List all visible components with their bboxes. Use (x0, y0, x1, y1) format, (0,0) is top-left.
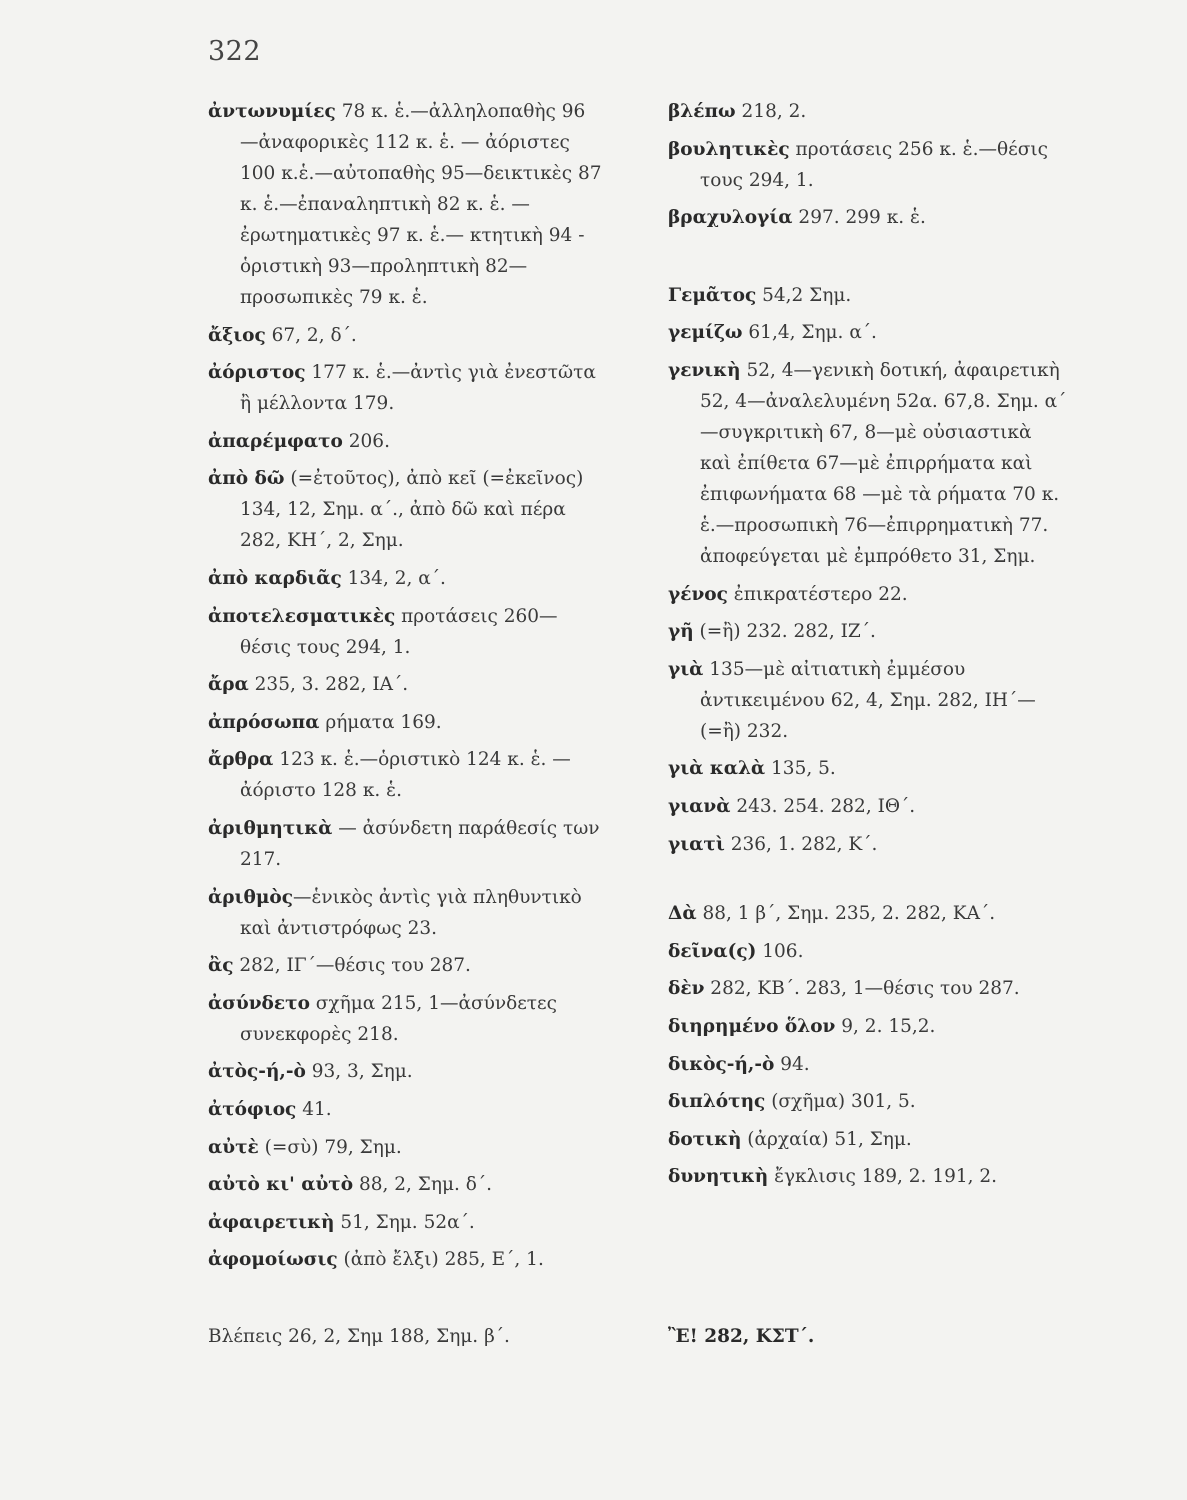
entry-refs: 54,2 Σημ. (756, 284, 852, 306)
entry-refs: ρήματα 169. (319, 711, 442, 733)
entry-refs: — ἀσύνδετη παράθεσίς των 217. (240, 817, 600, 870)
entry-headword: δυνητικὴ (668, 1166, 769, 1188)
entry-refs: 51, Σημ. 52α΄. (334, 1211, 475, 1233)
entry-refs: 106. (756, 940, 804, 962)
index-entry (208, 357, 603, 419)
index-entry (668, 355, 1068, 572)
entry-headword: γιανὰ (668, 795, 731, 817)
entry-refs: 282, ΙΓ΄—θέσις του 287. (233, 955, 471, 977)
entry-headword: βουλητικὲς (668, 138, 790, 160)
entry-headword: ἄρθρα (208, 749, 274, 771)
index-entry (208, 882, 603, 944)
entry-refs: 235, 3. 282, ΙΑ΄. (248, 674, 409, 696)
index-entry (208, 707, 603, 738)
index-entry (668, 936, 1068, 967)
entry-headword: γῆ (668, 621, 694, 643)
entry-headword: ἀπαρέμφατο (208, 430, 343, 452)
entry-refs: (σχῆμα) 301, 5. (765, 1091, 916, 1113)
index-entry (208, 463, 603, 556)
index-entry (208, 1207, 603, 1238)
entry-headword: δοτικὴ (668, 1128, 742, 1150)
index-entry (208, 1094, 603, 1125)
entry-headword: ἂς (208, 955, 234, 977)
index-entry (208, 563, 603, 594)
entry-headword: ἀπὸ δῶ (208, 468, 285, 490)
entry-headword: ἀφαιρετικὴ (208, 1211, 335, 1233)
entry-headword: ἀντωνυμίες (208, 101, 336, 122)
entry-refs: 236, 1. 282, Κ΄. (724, 833, 878, 855)
entry-headword: γιὰ (668, 658, 704, 680)
entry-refs: προτάσεις 256 κ. ἑ.—θέσις τους 294, 1. (700, 138, 1048, 191)
entry-headword: ἀτόφιος (208, 1098, 297, 1120)
entry-headword: βλέπω (668, 101, 736, 122)
entry-refs: 78 κ. ἑ.—ἀλληλοπαθὴς 96—ἀναφορικὲς 112 κ. ἑ. — ἀόριστες 100 κ.ἑ.—αὐτοπαθὴς 95—δεικτικὲς 87 κ. ἑ.—ἐπαναληπτικὴ 82 κ. ἑ. — ἐρωτηματικὲς 97 κ. ἑ.— κτητικὴ 94 - ὁριστικὴ 93—προληπτικὴ 82—προσωπικὲς 79 κ. ἑ. (240, 101, 602, 308)
entry-headword: διηρημένο ὅλον (668, 1015, 836, 1037)
entry-headword: ἀόριστος (208, 362, 306, 384)
entry-refs: 93, 3, Σημ. (305, 1061, 413, 1083)
entry-headword: ἄξιος (208, 324, 266, 346)
entry-refs: (=ἐτοῦτος), ἀπὸ κεῖ (=ἐκεῖνος) 134, 12, Σημ. α΄., ἀπὸ δῶ καὶ πέρα 282, ΚΗ΄, 2, Σημ. (240, 468, 584, 552)
entry-headword: αὐτὸ κι' αὐτὸ (208, 1174, 354, 1196)
footer-cross-reference: Βλέπεις 26, 2, Σημ 188, Σημ. β΄. (208, 1326, 510, 1347)
footer-next-entry: Ἒ! 282, ΚΣΤ΄. (668, 1326, 815, 1347)
index-entry (668, 616, 1068, 647)
entry-headword: ἀπὸ καρδιᾶς (208, 567, 342, 589)
entry-headword: δικὸς-ή,-ὸ (668, 1053, 775, 1075)
entry-headword: διπλότης (668, 1091, 766, 1113)
entry-refs: ἔγκλισις 189, 2. 191, 2. (768, 1166, 998, 1188)
entry-refs: 61,4, Σημ. α΄. (742, 322, 877, 344)
entry-headword: ἀτὸς-ή,-ὸ (208, 1061, 306, 1083)
entry-refs: 135—μὲ αἰτιατικὴ ἐμμέσου ἀντικειμένου 62, 4, Σημ. 282, ΙΗ΄— (=ἢ) 232. (700, 658, 1036, 742)
entry-refs: 67, 2, δ΄. (265, 324, 357, 346)
index-entry (668, 317, 1068, 348)
entry-refs: 52, 4—γενικὴ δοτική, ἀφαιρετικὴ 52, 4—ἀναλελυμένη 52α. 67,8. Σημ. α΄—συγκριτικὴ 67, 8—μὲ οὐσιαστικὰ καὶ ἐπίθετα 67—μὲ ἐπιρρήματα καὶ ἐπιφωνήματα 68 —μὲ τὰ ρήματα 70 κ. ἑ.—προσωπικὴ 76—ἐπιρρηματικὴ 77. ἀποφεύγεται μὲ ἐμπρόθετο 31, Σημ. (700, 359, 1067, 567)
entry-headword: δεῖνα(ς) (668, 940, 757, 962)
index-entry (668, 1086, 1068, 1117)
index-entry (208, 744, 603, 806)
entry-refs: 88, 2, Σημ. δ΄. (353, 1174, 493, 1196)
entry-headword: αὐτὲ (208, 1136, 259, 1158)
index-entry (208, 950, 603, 981)
letter-section-spacer (668, 240, 1068, 280)
entry-refs: (ἀπὸ ἔλξι) 285, Ε΄, 1. (337, 1249, 544, 1271)
entry-headword: βραχυλογία (668, 207, 793, 229)
page-number: 322 (208, 36, 262, 67)
entry-headword: ἄρα (208, 674, 249, 696)
entry-refs: 41. (296, 1098, 332, 1120)
entry-refs: 177 κ. ἑ.—ἀντὶς γιὰ ἐνεστῶτα ἢ μέλλοντα 179. (240, 362, 596, 415)
index-entry (208, 988, 603, 1050)
index-entry (668, 654, 1068, 747)
index-entry (668, 791, 1068, 822)
index-entry (208, 1244, 603, 1275)
index-entry (208, 813, 603, 875)
entry-refs: 135, 5. (765, 758, 836, 780)
entry-refs: 94. (774, 1053, 810, 1075)
index-entry (668, 898, 1068, 929)
entry-headword: γεμίζω (668, 322, 743, 344)
entry-refs: 123 κ. ἑ.—ὁριστικὸ 124 κ. ἑ. —ἀόριστο 128 κ. ἑ. (240, 749, 571, 802)
index-entry (208, 1056, 603, 1087)
index-entry (208, 601, 603, 663)
index-entry (668, 1049, 1068, 1080)
letter-section-spacer (668, 866, 1068, 898)
entry-headword: ἀποτελεσματικὲς (208, 605, 396, 627)
entry-refs: (ἀρχαία) 51, Σημ. (741, 1128, 912, 1150)
entry-refs: 134, 2, α΄. (341, 567, 446, 589)
index-entry (668, 1124, 1068, 1155)
index-entry (208, 426, 603, 457)
index-entry (208, 1169, 603, 1200)
index-column-right (668, 96, 1068, 1199)
index-entry (668, 134, 1068, 196)
entry-refs: ἐπικρατέστερο 22. (727, 583, 908, 605)
entry-refs: (=ἢ) 232. 282, ΙΖ΄. (693, 621, 876, 643)
index-entry (208, 1132, 603, 1163)
entry-headword: ἀριθμητικὰ (208, 817, 333, 839)
index-entry (668, 280, 1068, 311)
entry-refs: 282, ΚΒ΄. 283, 1—θέσις του 287. (704, 978, 1020, 1000)
entry-refs: σχῆμα 215, 1—ἀσύνδετες συνεκφορὲς 218. (240, 992, 557, 1045)
entry-headword: ἀσύνδετο (208, 992, 310, 1014)
entry-headword: Γεμᾶτος (668, 284, 757, 306)
entry-headword: Δὰ (668, 903, 697, 925)
index-entry (668, 579, 1068, 610)
index-entry (668, 753, 1068, 784)
index-entry (668, 1011, 1068, 1042)
entry-refs: —ἑνικὸς ἀντὶς γιὰ πληθυντικὸ καὶ ἀντιστρόφως 23. (240, 886, 582, 939)
entry-headword: δὲν (668, 978, 705, 1000)
index-entry (208, 96, 603, 313)
entry-refs: προτάσεις 260— θέσις τους 294, 1. (240, 605, 558, 658)
entry-refs: 9, 2. 15,2. (835, 1015, 936, 1037)
index-entry (668, 1161, 1068, 1192)
entry-refs: 297. 299 κ. ἑ. (792, 207, 926, 229)
entry-headword: ἀπρόσωπα (208, 711, 320, 733)
index-column-left (208, 96, 603, 1282)
index-entry (208, 320, 603, 351)
entry-refs: 206. (342, 430, 390, 452)
index-entry (668, 973, 1068, 1004)
entry-headword: γιὰ καλὰ (668, 758, 766, 780)
entry-headword: γένος (668, 583, 728, 605)
entry-headword: γιατὶ (668, 833, 725, 855)
index-entry (668, 202, 1068, 233)
entry-headword: ἀριθμὸς (208, 886, 293, 908)
entry-refs: 88, 1 β΄, Σημ. 235, 2. 282, ΚΑ΄. (696, 903, 996, 925)
index-entry (668, 96, 1068, 127)
index-entry (668, 829, 1068, 860)
entry-headword: ἀφομοίωσις (208, 1249, 338, 1271)
entry-refs: 218, 2. (735, 101, 807, 122)
entry-refs: (=σὺ) 79, Σημ. (258, 1136, 402, 1158)
index-entry (208, 669, 603, 700)
entry-headword: γενικὴ (668, 359, 741, 381)
entry-refs: 243. 254. 282, ΙΘ΄. (730, 795, 916, 817)
